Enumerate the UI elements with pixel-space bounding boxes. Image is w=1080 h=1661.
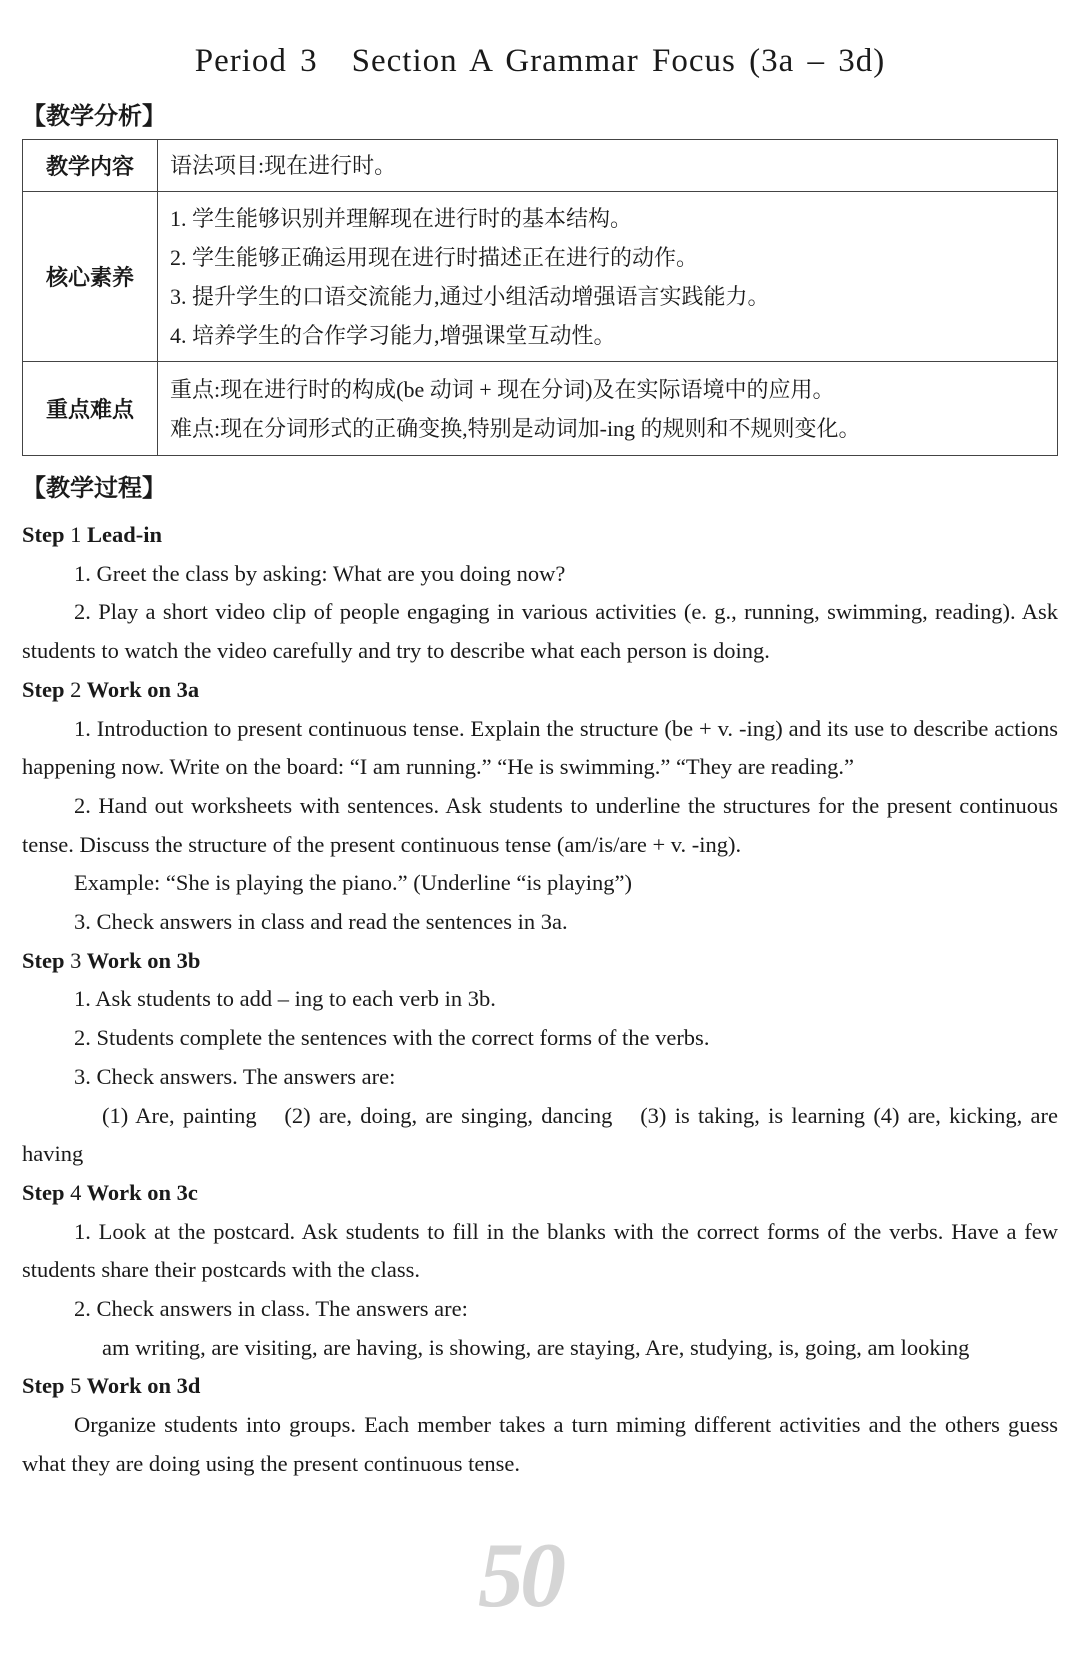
step-paragraph: 1. Introduction to present continuous tense. Explain the structure (be + v. -ing) and its use to describe actions happening now. Write on the board: “I am running.” “He is swimming.” “They are reading.” bbox=[22, 715, 1058, 780]
row-content bbox=[158, 140, 1058, 192]
step-paragraph: Example: “She is playing the piano.” (Underline “is playing”) bbox=[74, 870, 632, 896]
teaching-process bbox=[22, 516, 1058, 1484]
table-row bbox=[23, 192, 1058, 362]
row-label: 教学内容 bbox=[23, 140, 158, 192]
step-heading bbox=[22, 516, 1058, 555]
step-heading bbox=[22, 1174, 1058, 1213]
content-line: 重点:现在进行时的构成(be 动词 + 现在分词)及在实际语境中的应用。 bbox=[170, 376, 835, 402]
analysis-heading: 【教学分析】 bbox=[22, 102, 166, 130]
row-label: 重点难点 bbox=[23, 362, 158, 456]
step-paragraph: 1. Ask students to add – ing to each verb in 3b. bbox=[74, 986, 496, 1012]
step-title: Work on 3a bbox=[86, 676, 200, 702]
step-number: 1 bbox=[70, 522, 82, 547]
content-line: 3. 提升学生的口语交流能力,通过小组活动增强语言实践能力。 bbox=[170, 283, 770, 309]
step-paragraph: (1) Are, painting (2) are, doing, are singing, dancing (3) is taking, is learning (4) are, kicking, are having bbox=[22, 1102, 1058, 1167]
step-paragraph: 2. Hand out worksheets with sentences. Ask students to underline the structures for the present continuous tense. Discuss the structure of the present continuous tense (am/is/are + v. -ing). bbox=[22, 792, 1058, 857]
content-line: 1. 学生能够识别并理解现在进行时的基本结构。 bbox=[170, 205, 633, 231]
step-number: 4 bbox=[70, 1179, 82, 1205]
step-paragraph: 2. Play a short video clip of people engaging in various activities (e. g., running, swimming, reading). Ask students to watch the video carefully and try to describe what each person is doing. bbox=[22, 599, 1058, 664]
content-line: 2. 学生能够正确运用现在进行时描述正在进行的动作。 bbox=[170, 244, 699, 270]
row-content bbox=[158, 192, 1058, 362]
step-paragraph: 1. Look at the postcard. Ask students to fill in the blanks with the correct forms of the verbs. Have a few students share their postcards with the class. bbox=[22, 1218, 1058, 1283]
step-heading bbox=[22, 671, 1058, 710]
step-paragraph: Organize students into groups. Each member takes a turn miming different activities and the others guess what they are doing using the present continuous tense. bbox=[22, 1412, 1058, 1476]
step-paragraph: am writing, are visiting, are having, is showing, are staying, Are, studying, is, going, am looking bbox=[102, 1334, 970, 1360]
step-word: Step bbox=[22, 1373, 65, 1399]
step-word: Step bbox=[22, 1179, 65, 1205]
step-word: Step bbox=[22, 676, 65, 702]
content-line: 难点:现在分词形式的正确变换,特别是动词加-ing 的规则和不规则变化。 bbox=[170, 415, 861, 441]
step-title: Work on 3c bbox=[86, 1179, 198, 1205]
step-title: Work on 3d bbox=[86, 1373, 201, 1399]
table-row bbox=[23, 362, 1058, 456]
step-heading bbox=[22, 1367, 1058, 1406]
step-heading bbox=[22, 942, 1058, 981]
row-label: 核心素养 bbox=[23, 192, 158, 362]
table-row bbox=[23, 140, 1058, 192]
page-number: 50 bbox=[478, 1524, 562, 1626]
step-paragraph: 3. Check answers in class and read the sentences in 3a. bbox=[74, 909, 568, 935]
step-paragraph: 2. Check answers in class. The answers are: bbox=[74, 1296, 468, 1322]
step-word: Step bbox=[22, 947, 65, 973]
step-number: 3 bbox=[70, 947, 82, 973]
content-line: 语法项目:现在进行时。 bbox=[170, 153, 397, 178]
page-title: Period 3 Section A Grammar Focus (3a – 3d) bbox=[194, 43, 886, 79]
step-number: 2 bbox=[70, 676, 82, 702]
step-paragraph: 2. Students complete the sentences with the correct forms of the verbs. bbox=[74, 1025, 710, 1051]
analysis-table bbox=[22, 139, 1058, 456]
process-heading: 【教学过程】 bbox=[22, 474, 166, 502]
step-word: Step bbox=[22, 522, 65, 547]
content-line: 4. 培养学生的合作学习能力,增强课堂互动性。 bbox=[170, 322, 616, 348]
step-paragraph: 1. Greet the class by asking: What are you doing now? bbox=[74, 560, 566, 586]
step-number: 5 bbox=[70, 1373, 82, 1399]
step-title: Lead-in bbox=[87, 522, 163, 547]
step-paragraph: 3. Check answers. The answers are: bbox=[74, 1063, 396, 1089]
step-title: Work on 3b bbox=[86, 947, 201, 973]
row-content bbox=[158, 362, 1058, 456]
